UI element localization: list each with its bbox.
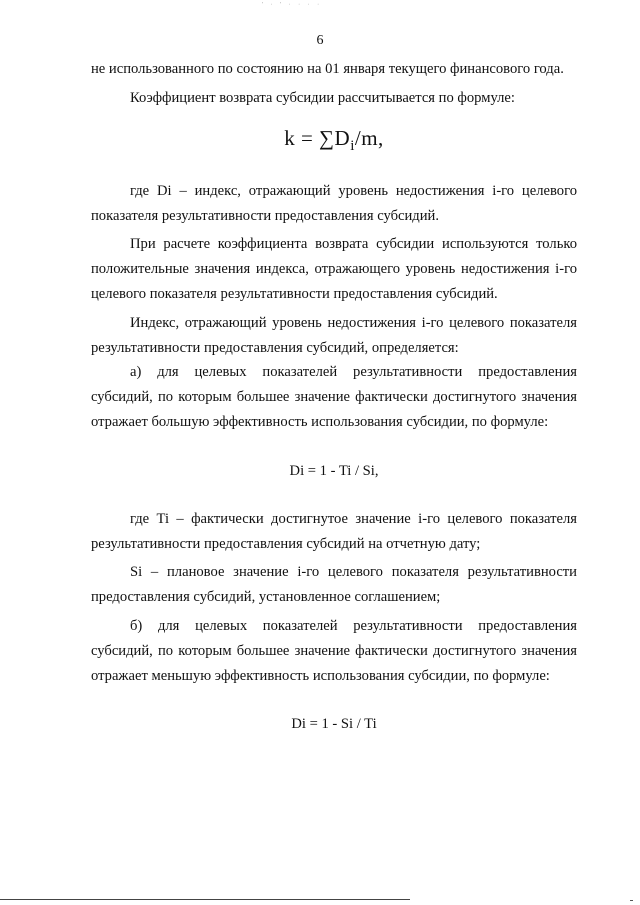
paragraph-case-a: а) для целевых показателей результативности предоставления субсидий, по которым большее значение фактически достигнутого значения отражает большую эффективность использования субсидии, по формуле: xyxy=(91,364,577,430)
formula-k-d: D xyxy=(334,125,351,150)
sum-symbol: ∑ xyxy=(319,125,335,150)
formula-case-b: Di = 1 - Si / Ti xyxy=(291,716,377,733)
formula-k-subscript: i xyxy=(350,137,355,154)
formula-return-coefficient xyxy=(91,123,577,161)
paragraph-formula-intro: Коэффициент возврата субсидии рассчитывается по формуле: xyxy=(130,89,515,106)
paragraph-si-definition: Si – плановое значение i-го целевого показателя результативности предоставления субсидий, установленное соглашением; xyxy=(91,564,577,606)
footer-rule xyxy=(0,899,410,900)
formula-k-rhs: /m, xyxy=(354,125,384,150)
paragraph-di-definition: где Di – индекс, отражающий уровень недостижения i-го целевого показателя результативности предоставления субсидий. xyxy=(91,182,577,224)
document-body xyxy=(91,57,577,760)
paragraph-ti-definition: где Ti – фактически достигнутое значение i-го целевого показателя результативности предоставления субсидий на отчетную дату; xyxy=(91,510,577,552)
paragraph-positive-values: При расчете коэффициента возврата субсидии используются только положительные значения индекса, отражающего уровень недостижения i-го целевого показателя результативности предоставления субсидий. xyxy=(91,236,577,302)
page-number: 6 xyxy=(316,33,324,48)
footer-mark xyxy=(630,900,633,901)
formula-case-a: Di = 1 - Ti / Si, xyxy=(289,462,379,479)
paragraph-continuation: не использованного по состоянию на 01 января текущего финансового года. xyxy=(91,61,564,77)
scan-artifact-marks: ' · ' · · · · xyxy=(262,2,323,8)
formula-k-lhs: k = xyxy=(284,125,320,150)
paragraph-index-defined: Индекс, отражающий уровень недостижения i-го целевого показателя результативности предоставления субсидий, определяется: xyxy=(91,314,577,356)
paragraph-case-b: б) для целевых показателей результативности предоставления субсидий, по которым большее значение фактически достигнутого значения отражает меньшую эффективность использования субсидии, по формуле: xyxy=(91,617,577,684)
